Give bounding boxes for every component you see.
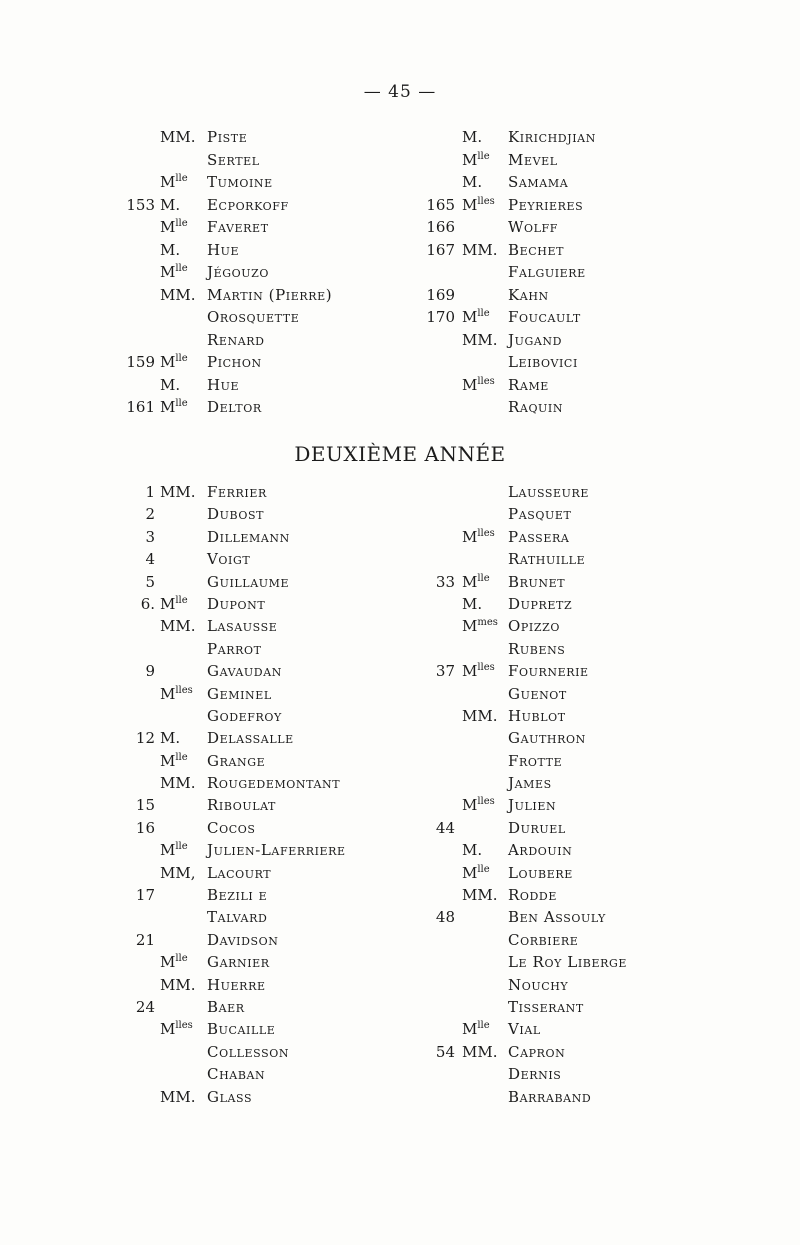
entry-name: Hue	[207, 375, 240, 394]
entry-name: Julien	[508, 796, 557, 815]
entry-title: MM,	[160, 863, 196, 882]
entry-name: Lasausse	[207, 617, 278, 636]
entry-title: $M^{lles}$	[160, 1020, 193, 1039]
entry-name: Parrot	[207, 639, 262, 658]
entry-title: $M^{lle}$	[160, 218, 188, 236]
entry-name: Pasquet	[508, 505, 572, 524]
entry-name: Lacourt	[207, 863, 272, 882]
entry-title: $M^{lle}$	[462, 150, 490, 169]
entry-name: Dupont	[207, 594, 266, 613]
entry-name: Guenot	[508, 684, 567, 703]
entry-title: $M^{lles}$	[160, 684, 193, 703]
entry-name: Le Roy Liberge	[508, 953, 628, 972]
entry-name: Leibovici	[508, 353, 578, 371]
entry-number: 21	[135, 930, 155, 949]
entry-number: 12	[135, 729, 155, 748]
entry-name: Deltor	[207, 398, 262, 416]
entry-title: MM.	[160, 483, 196, 501]
entry-name: Jégouzo	[207, 263, 269, 281]
entry-name: Wolff	[508, 218, 559, 236]
entry-name: Renard	[207, 330, 265, 349]
entry-name: Samama	[508, 173, 569, 191]
entry-name: Faveret	[207, 218, 269, 236]
title-superscript: lle	[175, 751, 188, 763]
entry-title: MM.	[462, 330, 498, 349]
title-superscript: lles	[477, 662, 495, 674]
entry-title: M.	[160, 240, 181, 259]
entry-name: Kirichdjian	[508, 128, 596, 146]
entry-title: MM.	[160, 128, 196, 146]
page-number: — 45 —	[363, 82, 437, 102]
title-superscript: lle	[175, 953, 188, 965]
entry-title: $M^{lles}$	[462, 195, 495, 214]
title-superscript: lle	[175, 841, 188, 853]
entry-name: Peyrieres	[508, 195, 584, 214]
entry-name: Corbiere	[508, 930, 579, 949]
entry-name: Delassalle	[207, 729, 294, 748]
entry-title: MM.	[160, 617, 196, 636]
title-superscript: lle	[175, 398, 188, 409]
entry-name: Lausseure	[508, 483, 590, 501]
entry-number: 3	[145, 527, 155, 546]
entry-name: Tumoine	[207, 173, 273, 191]
entry-title: $M^{lle}$	[160, 173, 188, 191]
entry-title: M.	[462, 594, 483, 613]
title-superscript: lles	[175, 1020, 193, 1032]
entry-title: M.	[462, 173, 483, 191]
entry-title: $M^{lles}$	[462, 527, 495, 546]
entry-title: M.	[462, 128, 483, 146]
entry-name: Chaban	[207, 1065, 266, 1084]
entry-title: MM.	[462, 886, 498, 905]
entry-number: 48	[435, 908, 455, 927]
entry-title: $M^{lle}$	[160, 841, 188, 860]
entry-name: Barraband	[508, 1087, 592, 1106]
entry-name: Dupretz	[508, 594, 573, 613]
entry-name: Voigt	[207, 550, 251, 569]
entry-name: Hublot	[508, 706, 566, 725]
entry-title: $M^{lle}$	[462, 1020, 490, 1039]
entry-title: $M^{lle}$	[462, 863, 490, 882]
entry-name: Gauthron	[508, 729, 586, 748]
title-superscript: lles	[477, 527, 495, 539]
section-title: DEUXIÈME ANNÉE	[294, 442, 506, 466]
entry-name: Rame	[508, 375, 549, 394]
entry-name: Brunet	[508, 572, 566, 591]
entry-name: Rodde	[508, 886, 557, 905]
entry-number: 4	[145, 550, 155, 569]
entry-title: $M^{lle}$	[160, 594, 188, 613]
entry-title: M.	[160, 375, 181, 394]
entry-name: Dubost	[207, 505, 265, 524]
entry-number: 153	[126, 195, 155, 214]
entry-title: MM.	[160, 1087, 196, 1106]
entry-name: Bechet	[508, 240, 565, 259]
title-superscript: lles	[477, 375, 495, 387]
entry-name: Gavaudan	[207, 662, 282, 681]
entry-name: Capron	[508, 1042, 566, 1061]
title-superscript: lle	[477, 150, 490, 162]
title-superscript: lles	[477, 195, 495, 207]
entry-number: 16	[135, 818, 155, 837]
entry-number: 33	[435, 572, 455, 591]
entry-number: 167	[426, 240, 455, 259]
entry-name: Rougedemontant	[207, 774, 341, 793]
entry-name: Huerre	[207, 975, 266, 994]
entry-number: 2	[145, 505, 155, 524]
entry-name: Grange	[207, 751, 266, 770]
entry-name: Bezili e	[207, 886, 268, 905]
entry-title: $M^{lle}$	[160, 263, 188, 281]
entry-number: 169	[426, 285, 455, 304]
entry-number: 1	[145, 483, 155, 501]
entry-name: Nouchy	[508, 975, 569, 994]
entry-name: Talvard	[207, 908, 268, 927]
entry-title: $M^{lle}$	[462, 572, 490, 591]
title-superscript: mes	[477, 617, 498, 629]
title-superscript: lles	[175, 684, 193, 696]
entry-name: Kahn	[508, 285, 549, 304]
entry-name: Davidson	[207, 930, 279, 949]
title-superscript: lle	[175, 353, 188, 364]
entry-number: 5	[145, 572, 155, 591]
entry-name: Raquin	[508, 398, 564, 416]
entry-number: 17	[135, 886, 155, 905]
entry-number: 44	[435, 818, 455, 837]
title-superscript: lle	[477, 863, 490, 875]
title-superscript: lle	[175, 594, 188, 606]
entry-name: Geminel	[207, 684, 272, 703]
entry-name: Julien-Laferriere	[207, 841, 346, 860]
entry-name: Orosquette	[207, 308, 300, 326]
title-superscript: lle	[477, 572, 490, 584]
entry-title: $M^{lles}$	[462, 796, 495, 815]
entry-number: 24	[135, 997, 155, 1016]
entry-name: Loubere	[508, 863, 573, 882]
entry-title: MM.	[160, 774, 196, 793]
entry-number: 165	[426, 195, 455, 214]
entry-name: Passera	[508, 527, 570, 546]
entry-name: Jugand	[508, 330, 563, 349]
entry-title: $M^{lle}$	[160, 398, 188, 416]
entry-title: MM.	[160, 975, 196, 994]
entry-name: Baer	[207, 997, 245, 1016]
entry-number: 54	[435, 1042, 455, 1061]
entry-title: MM.	[160, 285, 196, 304]
entry-title: $M^{lles}$	[462, 662, 495, 681]
entry-name: Ben Assouly	[508, 908, 606, 927]
entry-title: $M^{lle}$	[462, 308, 490, 326]
entry-number: 15	[135, 796, 155, 815]
entry-name: Mevel	[508, 150, 558, 169]
entry-name: Collesson	[207, 1042, 290, 1061]
entry-name: Pichon	[207, 353, 262, 371]
title-superscript: lle	[175, 173, 188, 184]
entry-name: Guillaume	[207, 572, 290, 591]
entry-title: M.	[160, 195, 181, 214]
entry-name: Godefroy	[207, 706, 282, 725]
entry-name: Rubens	[508, 639, 566, 658]
entry-name: Sertel	[207, 150, 260, 169]
entry-name: Duruel	[508, 818, 566, 837]
entry-name: James	[508, 774, 552, 793]
title-superscript: lle	[175, 263, 188, 274]
title-superscript: lle	[477, 308, 490, 319]
entry-title: M.	[160, 729, 181, 748]
entry-name: Tisserant	[508, 997, 584, 1016]
entry-title: $M^{mes}$	[462, 617, 498, 636]
title-superscript: lle	[477, 1020, 490, 1032]
entry-name: Fournerie	[508, 662, 589, 681]
entry-name: Falguiere	[508, 263, 586, 281]
entry-number: 166	[426, 218, 455, 236]
entry-name: Dillemann	[207, 527, 290, 546]
entry-number: 159	[126, 353, 155, 371]
entry-name: Rathuille	[508, 550, 586, 569]
entry-title: $M^{lles}$	[462, 375, 495, 394]
entry-name: Hue	[207, 240, 240, 259]
entry-name: Martin (Pierre)	[207, 285, 333, 304]
entry-title: $M^{lle}$	[160, 353, 188, 371]
entry-name: Garnier	[207, 953, 270, 972]
entry-title: MM.	[462, 1042, 498, 1061]
entry-name: Vial	[508, 1020, 541, 1039]
entry-name: Piste	[207, 128, 248, 146]
entry-name: Ecporkoff	[207, 195, 289, 214]
entry-name: Dernis	[508, 1065, 562, 1084]
entry-name: Ardouin	[508, 841, 573, 860]
entry-name: Ferrier	[207, 483, 267, 501]
entry-number: 161	[126, 398, 155, 416]
entry-name: Cocos	[207, 818, 256, 837]
entry-title: MM.	[462, 706, 498, 725]
entry-number: 9	[145, 662, 155, 681]
entry-name: Frotte	[508, 751, 563, 770]
title-superscript: lles	[477, 796, 495, 808]
entry-number: 37	[435, 662, 455, 681]
entry-name: Bucaille	[207, 1020, 276, 1039]
entry-name: Glass	[207, 1087, 253, 1106]
entry-number: 6.	[140, 594, 155, 613]
entry-title: $M^{lle}$	[160, 751, 188, 770]
entry-name: Foucault	[508, 308, 581, 326]
entry-number: 170	[426, 308, 455, 326]
entry-name: Riboulat	[207, 796, 276, 815]
entry-name: Opizzo	[508, 617, 560, 636]
title-superscript: lle	[175, 218, 188, 229]
entry-title: $M^{lle}$	[160, 953, 188, 972]
entry-title: MM.	[462, 240, 498, 259]
entry-title: M.	[462, 841, 483, 860]
